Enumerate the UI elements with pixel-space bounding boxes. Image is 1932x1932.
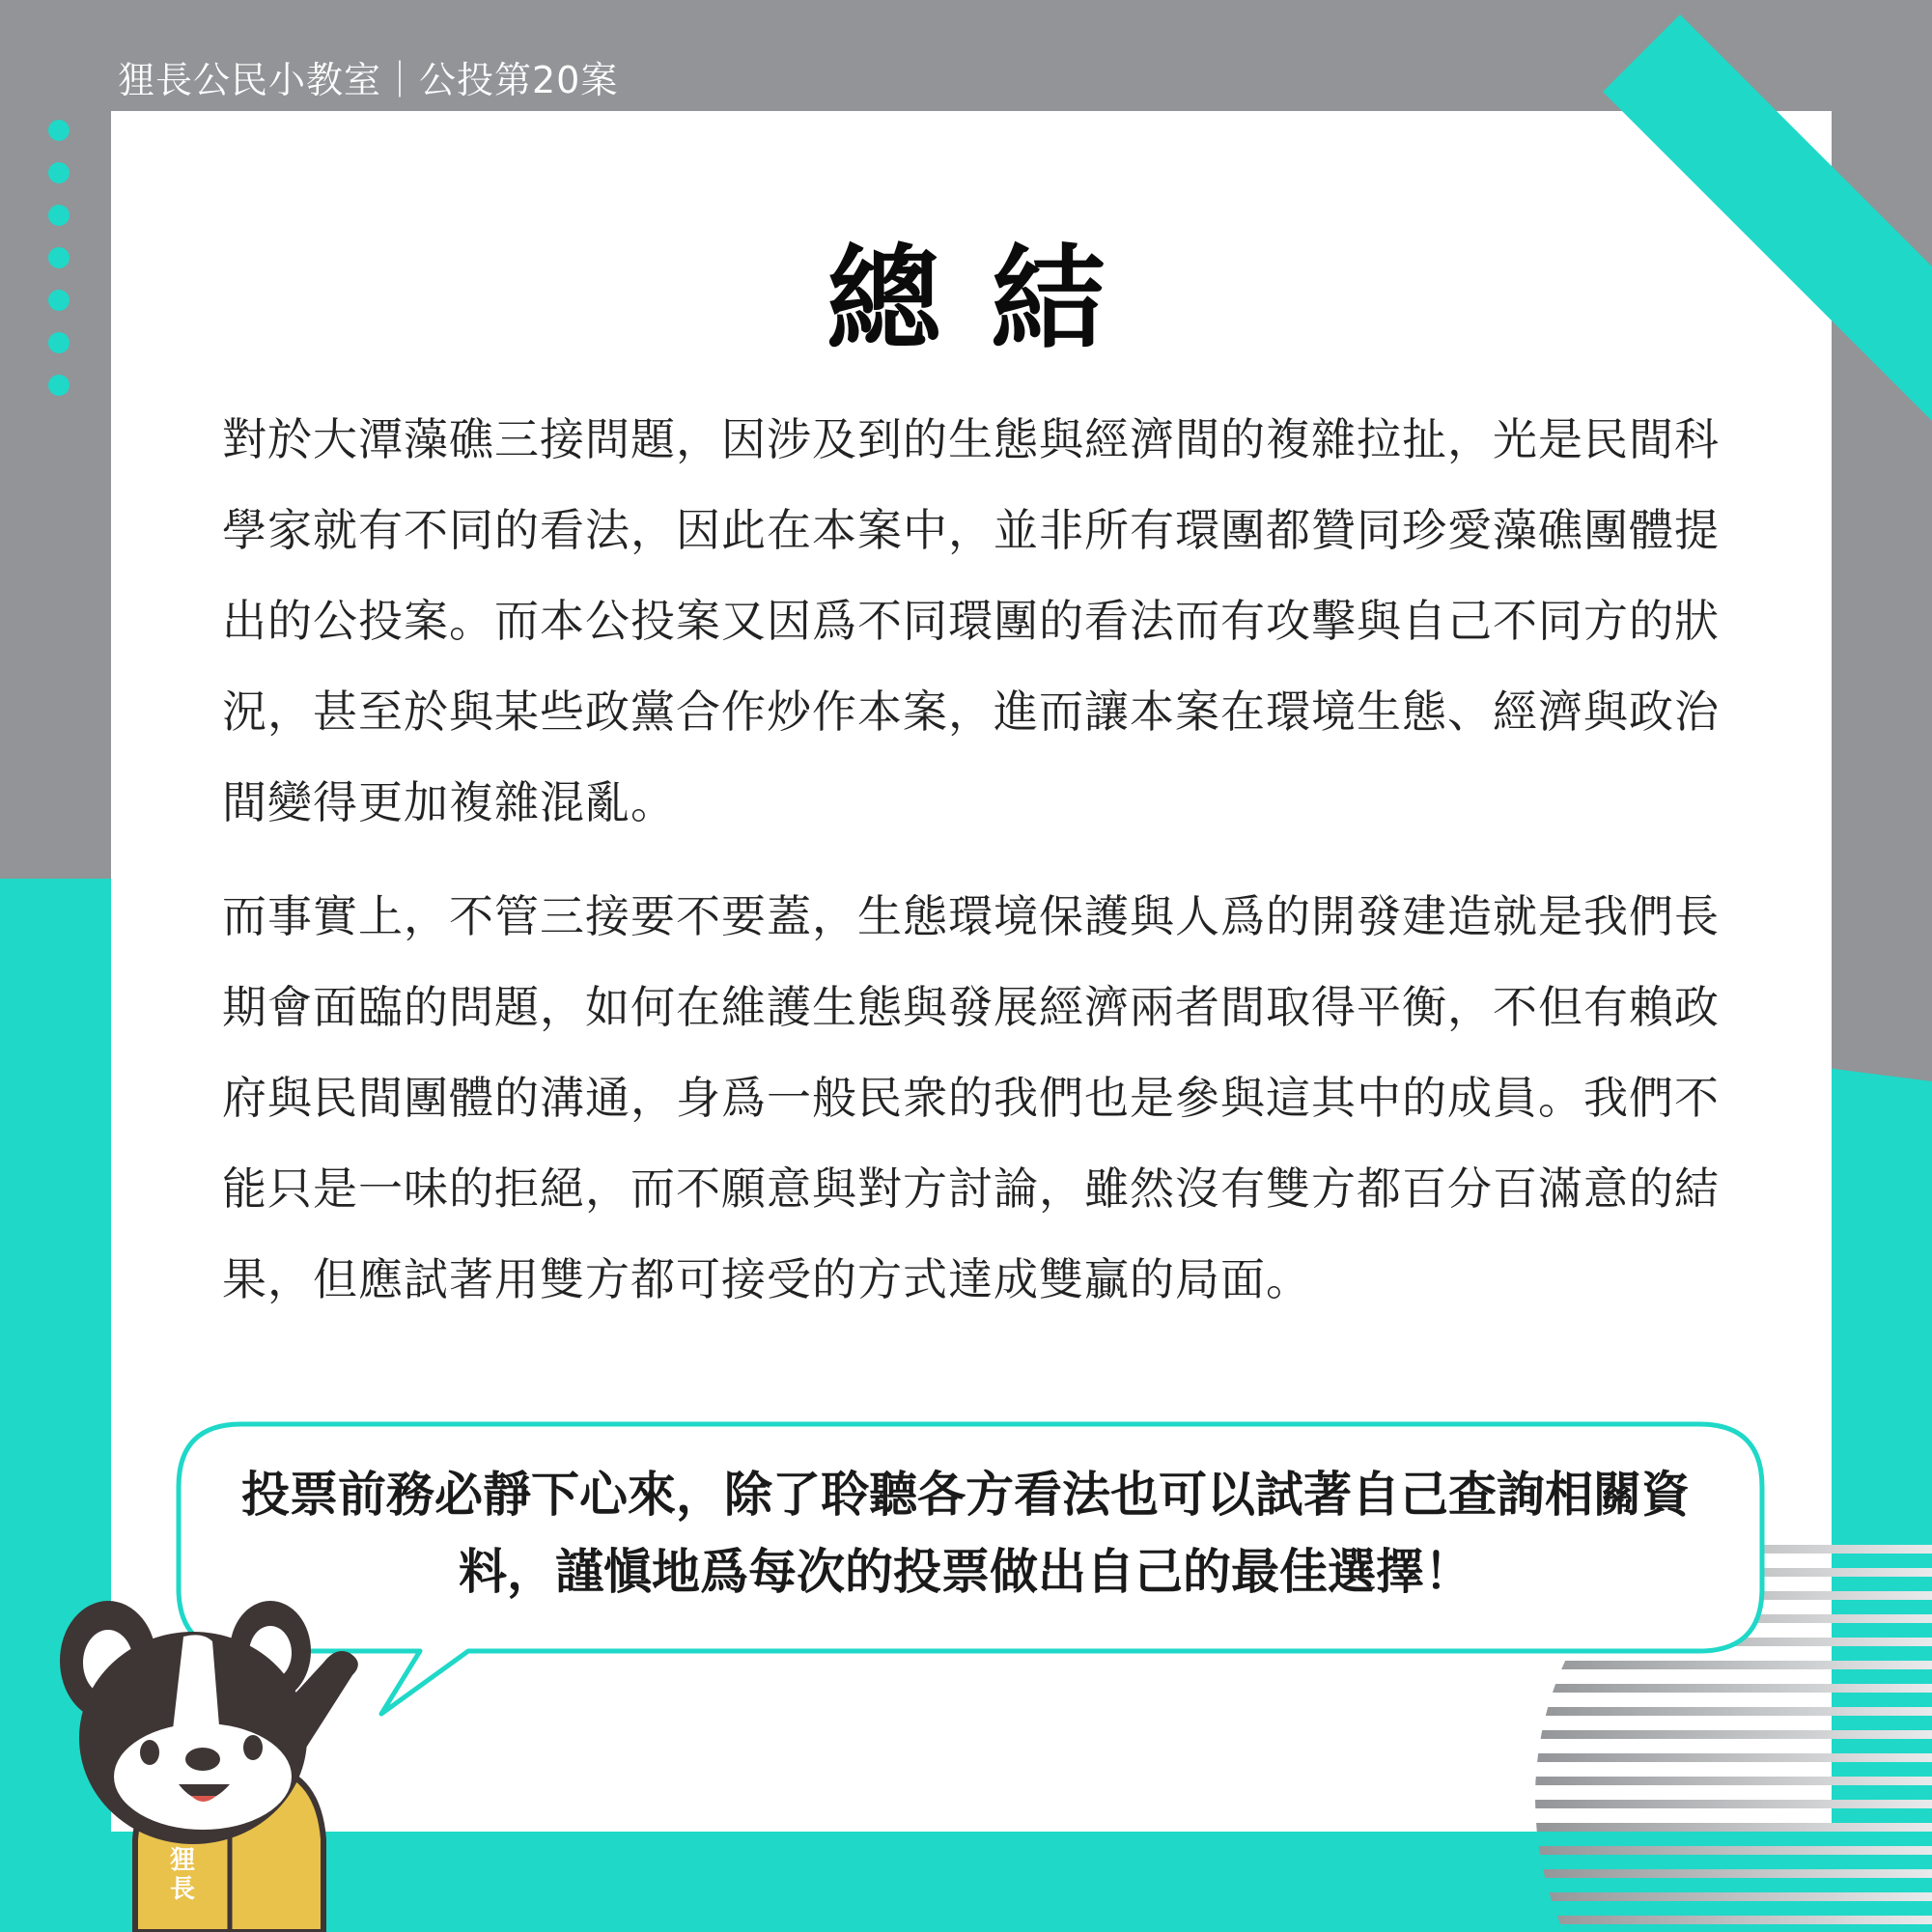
series-title: 狸長公民小教室｜公投第20案 bbox=[118, 59, 619, 101]
paragraph-1: 對於大潭藻礁三接問題，因涉及到的生態與經濟間的複雜拉扯，光是民間科學家就有不同的看法，因此在本案中，並非所有環團都贊同珍愛藻礁團體提出的公投案。而本公投案又因爲不同環團的看法而有攻擊與自己不同方的狀況，甚至於與某些政黨合作炒作本案，進而讓本案在環境生態、經濟與政治間變得更加複雜混亂。 bbox=[222, 413, 1720, 828]
mascot-badge: 狸長 bbox=[169, 1846, 195, 1904]
page-title: 總結 bbox=[826, 233, 1156, 366]
callout-text: 投票前務必靜下心來，除了聆聽各方看法也可以試著自己查詢相關資料，謹愼地爲每次的投票做出自己的最佳選擇！ bbox=[241, 1467, 1690, 1600]
paragraph-2: 而事實上，不管三接要不要蓋，生態環境保護與人爲的開發建造就是我們長期會面臨的問題，如何在維護生態與發展經濟兩者間取得平衡，不但有賴政府與民間團體的溝通，身爲一般民衆的我們也是參與這其中的成員。我們不能只是一味的拒絕，而不願意與對方討論，雖然沒有雙方都百分百滿意的結果，但應試著用雙方都可接受的方式達成雙贏的局面。 bbox=[222, 890, 1720, 1305]
